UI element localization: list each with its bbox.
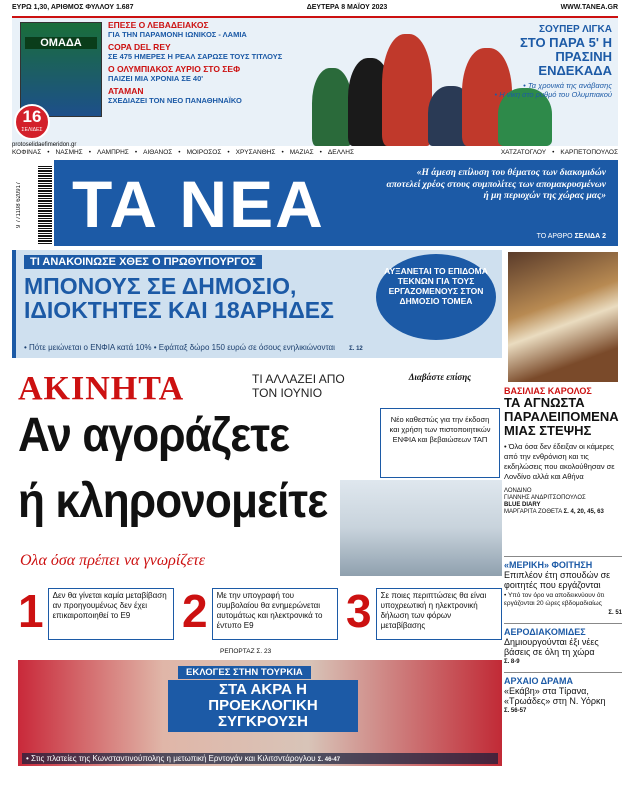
step-text: Σε ποιες περιπτώσεις θα είναι υποχρεωτική η ηλεκτρονική δήλωση των φόρων μεταβίβασης	[376, 588, 502, 640]
superleague-heading: ΣΟΥΠΕΡ ΛΙΓΚΑ	[538, 24, 612, 35]
main-changes: ΤΙ ΑΛΛΑΖΕΙ ΑΠΟ ΤΟΝ ΙΟΥΝΙΟ	[252, 372, 345, 400]
columnists-bar: ΚΟΦΙΝΑΣ • ΝΑΣΜΗΣ • ΛΑΜΠΡΗΣ • ΑΙΘΑΝΟΣ • ΜΟΙΡΟΣΟΣ • ΧΡΥΣΑΝΘΗΣ • ΜΑΖΙΑΣ • ΔΕΛΛΗΣ ΧΑΤΖΑΤΟΓΛΟΥ • ΚΑΡΠΕΤΟΠΟΥΛΟΣ	[12, 148, 618, 156]
pm-bullet: • Πότε μειώνεται ο ΕΝΦΙΑ κατά 10%	[24, 343, 152, 352]
credit-line: ΜΑΡΓΑΡΙΤΑ ΖΟΘΕΤΑ	[504, 509, 562, 515]
credit-line: ΓΙΑΝΝΗΣ ΑΝΔΡΙΤΣΟΠΟΥΛΟΣ	[504, 495, 586, 501]
columnist-name: ΜΑΖΙΑΣ	[289, 148, 314, 156]
sport-item[interactable]	[108, 42, 318, 61]
sport-item-heading: ΑΤΑΜΑΝ	[108, 86, 144, 96]
main-steps	[18, 585, 502, 648]
step-text: Με την υπογραφή του συμβολαίου θα ενημερώνεται αυτομάτως και ηλεκτρονικά το έντυπο Ε9	[212, 588, 338, 640]
sport-item-text: ΣΕ 475 ΗΜΕΡΕΣ Η ΡΕΑΛ ΣΑΡΩΣΕ ΤΟΥΣ ΤΙΤΛΟΥΣ	[108, 52, 283, 61]
step-item	[182, 585, 338, 648]
child-benefit-circle: ΑΥΞΑΝΕΤΑΙ ΤΟ ΕΠΙΔΟΜΑ ΤΕΚΝΩΝ ΓΙΑ ΤΟΥΣ ΕΡΓΑΖΟΜΕΝΟΥΣ ΣΤΟΝ ΔΗΜΟΣΙΟ ΤΟΜΕΑ	[376, 254, 496, 340]
side-story-heading: ΑΕΡΟΔΙΑΚΟΜΙΔΕΣ	[504, 627, 586, 637]
columnist-name: ΛΑΜΠΡΗΣ	[96, 148, 129, 156]
columnist-name: ΚΟΦΙΝΑΣ	[12, 148, 42, 156]
barcode	[38, 166, 52, 244]
side-story[interactable]	[504, 672, 622, 714]
columnist-name: ΜΟΙΡΟΣΟΣ	[186, 148, 222, 156]
pm-announcements[interactable]	[12, 250, 502, 358]
quote-ref-label: ΤΟ ΑΡΘΡΟ	[536, 233, 573, 240]
main-subheadline: Ολα όσα πρέπει να γνωρίζετε	[20, 552, 206, 569]
turkey-title: ΣΤΑ ΑΚΡΑ Η ΠΡΟΕΚΛΟΓΙΚΗ ΣΥΓΚΡΟΥΣΗ	[168, 680, 358, 732]
side-stories	[504, 556, 622, 721]
masthead	[54, 160, 618, 246]
supplement-cover[interactable]	[20, 22, 102, 117]
sport-item[interactable]	[108, 64, 318, 83]
quote-ref-page: ΣΕΛΙΔΑ 2	[574, 233, 606, 240]
sport-item-heading: Ο ΟΛΥΜΠΙΑΚΟΣ ΑΥΡΙΟ ΣΤΟ ΣΕΦ	[108, 64, 241, 74]
supplement-title: ΟΜΑΔΑ	[25, 37, 97, 49]
turkey-elections-story[interactable]	[18, 660, 502, 766]
issue-date: ΔΕΥΤΕΡΑ 8 ΜΑΪΟΥ 2023	[306, 4, 388, 11]
site-credit: protoselidaefimeridon.gr	[12, 142, 77, 148]
pm-page-ref: Σ. 12	[349, 346, 363, 352]
side-story[interactable]	[504, 556, 622, 616]
step-number: 3	[346, 585, 372, 637]
main-headline-line2[interactable]: ή κληρονομείτε	[18, 475, 328, 528]
side-story[interactable]	[504, 623, 622, 665]
read-also-label: Διαβάστε επίσης	[408, 372, 472, 382]
top-info-line	[12, 4, 618, 14]
newspaper-logo: ΤΑ ΝΕΑ	[72, 167, 325, 241]
credit-line: BLUE DIARY	[504, 502, 541, 508]
sport-item-text: ΠΑΙΖΕΙ ΜΙΑ ΧΡΟΝΙΑ ΣΕ 40'	[108, 74, 204, 83]
columnist-name: ΝΑΣΜΗΣ	[55, 148, 83, 156]
side-story-ref: Σ. 8-9	[504, 659, 520, 665]
king-credits	[504, 488, 622, 516]
turkey-caption	[22, 753, 498, 764]
side-story-ref: Σ. 56-57	[504, 708, 527, 714]
turkey-kicker: ΕΚΛΟΓΕΣ ΣΤΗΝ ΤΟΥΡΚΙΑ	[178, 666, 311, 679]
pm-kicker: ΤΙ ΑΝΑΚΟΙΝΩΣΕ ΧΘΕΣ Ο ΠΡΩΘΥΠΟΥΡΓΟΣ	[24, 255, 262, 269]
main-headline-line1[interactable]: Αν αγοράζετε	[18, 409, 290, 462]
step-text: Δεν θα γίνεται καμία μεταβίβαση αν προηγουμένως δεν έχει επικαιροποιηθεί το Ε9	[48, 588, 174, 640]
coronation-photo	[508, 252, 618, 382]
sport-item-heading: ΕΠΕΣΕ Ο ΛΕΒΑΔΕΙΑΚΟΣ	[108, 20, 209, 30]
website: WWW.TANEA.GR	[560, 4, 618, 11]
pm-bullets	[24, 343, 363, 352]
barcode-number: 9 771108 620917	[16, 181, 22, 229]
columnist-name: ΚΑΡΠΕΤΟΠΟΥΛΟΣ	[560, 148, 618, 156]
housing-photo	[340, 480, 502, 576]
sport-headlines	[108, 20, 318, 108]
sport-item[interactable]	[108, 20, 318, 39]
side-story-ref: Σ. 51	[608, 610, 622, 616]
step-item	[18, 585, 174, 648]
masthead-quote[interactable]: «Η άμεση επίλυση του θέματος των διακομιδών αποτελεί χρέος στους συμπολίτες των απομακρυσμένων ή μη περιοχών της χώρας μας»	[386, 168, 606, 201]
turkey-page-ref: Σ. 46-47	[317, 757, 341, 763]
step-item	[346, 585, 502, 648]
badge-number: 16	[22, 107, 42, 126]
step-number: 2	[182, 585, 208, 637]
king-title: ΤΑ ΑΓΝΩΣΤΑ ΠΑΡΑΛΕΙΠΟΜΕΝΑ ΜΙΑΣ ΣΤΕΨΗΣ	[504, 395, 619, 438]
step-number: 1	[18, 585, 44, 637]
read-also-box[interactable]: Νέο καθεστώς για την έκδοση και χρήση των πιστοποιητικών ΕΝΦΙΑ και βεβαιώσεων ΤΑΠ	[380, 408, 500, 478]
side-story-heading: ΑΡΧΑΙΟ ΔΡΑΜΑ	[504, 676, 573, 686]
side-story-title: Επιπλέον έτη σπουδών σε φοιτητές που εργάζονται	[504, 570, 611, 590]
pm-bullet: • Εφάπαξ δώρο 150 ευρώ σε όσους ενηλικιώνονται	[153, 343, 335, 352]
credit-line: ΛΟΝΔΙΝΟ	[504, 488, 532, 494]
side-story-heading: «ΜΕΡΙΚΗ» ΦΟΙΤΗΣΗ	[504, 560, 593, 570]
side-story-body: • Υπό τον όρο να αποδεικνύουν ότι εργάζονται 20 ώρες εβδομαδιαίως	[504, 592, 605, 607]
report-ref: ΡΕΠΟΡΤΑΖ Σ. 23	[220, 648, 272, 655]
king-heading: ΒΑΣΙΛΙΑΣ ΚΑΡΟΛΟΣ	[504, 386, 592, 396]
side-story-title: «Εκάβη» στα Τίρανα, «Τρωάδες» στη Ν. Υόρκη	[504, 686, 606, 706]
superleague-sub2: • Η νίκη στο ρυθμό του Ολυμπιακού	[494, 90, 612, 99]
sport-item[interactable]	[108, 86, 318, 105]
superleague-sub1: • Τα χρονικά της ανάβασης	[523, 81, 612, 90]
king-page-ref: Σ. 4, 20, 45, 63	[563, 509, 604, 515]
columnist-name: ΑΙΘΑΝΟΣ	[143, 148, 173, 156]
pages-badge	[14, 104, 50, 140]
sport-item-text: ΣΧΕΔΙΑΖΕΙ ΤΟΝ ΝΕΟ ΠΑΝΑΘΗΝΑΪΚΟ	[108, 96, 242, 105]
turkey-bullet: • Στις πλατείες της Κωνσταντινούπολης η μετωπική Ερντογάν και Κιλιτσντάρογλου	[26, 754, 316, 763]
king-story[interactable]	[504, 386, 622, 516]
columnist-name: ΔΕΛΛΗΣ	[327, 148, 354, 156]
superleague-title: ΣΤΟ ΠΑΡΑ 5' Η ΠΡΑΣΙΝΗ ΕΝΔΕΚΑΔΑ	[519, 35, 612, 78]
side-story-title: Δημιουργούνται έξι νέες βάσεις σε όλη τη χώρα	[504, 637, 599, 657]
superleague-story[interactable]	[492, 24, 612, 99]
sport-item-text: ΓΙΑ ΤΗΝ ΠΑΡΑΜΟΝΗ ΙΩΝΙΚΟΣ - ΛΑΜΙΑ	[108, 30, 247, 39]
columnist-name: ΧΑΤΖΑΤΟΓΛΟΥ	[500, 148, 547, 156]
columnist-name: ΧΡΥΣΑΝΘΗΣ	[235, 148, 276, 156]
pm-headline: ΜΠΟΝΟΥΣ ΣΕ ΔΗΜΟΣΙΟ, ΙΔΙΟΚΤΗΤΕΣ ΚΑΙ 18ΑΡΗΔΕΣ	[24, 273, 334, 323]
sport-item-heading: COPA DEL REY	[108, 42, 171, 52]
quote-reference	[537, 233, 606, 240]
sports-banner[interactable]	[12, 16, 618, 146]
main-kicker: ΑΚΙΝΗΤΑ	[18, 370, 185, 407]
badge-label: ΣΕΛΙΔΕΣ	[21, 127, 43, 133]
price-issue: ΕΥΡΩ 1,30, ΑΡΙΘΜΟΣ ΦΥΛΛΟΥ 1.687	[12, 4, 134, 11]
king-body: • Όλα όσα δεν έδειξαν οι κάμερες από την ενθρόνιση και τις εκδηλώσεις που ακολούθησαν σε Λονδίνο αλλά και Αθήνα	[504, 442, 615, 481]
